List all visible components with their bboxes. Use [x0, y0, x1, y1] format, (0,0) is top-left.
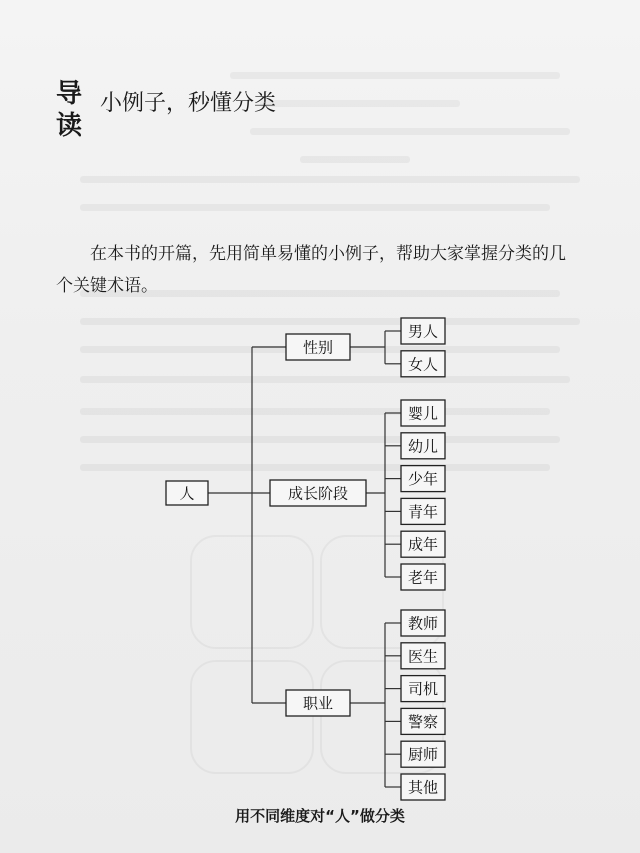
- leaf-node: [401, 318, 445, 344]
- leaf-node-label: 医生: [407, 647, 439, 666]
- leaf-node-label: 教师: [407, 614, 439, 633]
- leaf-node: [401, 433, 445, 459]
- root-node-label: 人: [179, 484, 195, 503]
- section-title: 小例子，秒懂分类: [100, 91, 277, 116]
- section-tag-char: 导: [56, 79, 83, 109]
- leaf-node-label: 幼儿: [407, 437, 439, 456]
- root-node: [166, 481, 208, 505]
- leaf-node-label: 老年: [407, 568, 439, 587]
- leaf-node: [401, 466, 445, 492]
- leaf-node: [401, 400, 445, 426]
- leaf-node-label: 婴儿: [407, 404, 439, 423]
- leaf-node: [401, 564, 445, 590]
- leaf-node: [401, 676, 445, 702]
- leaf-node-label: 其他: [407, 778, 439, 797]
- intro-paragraph: 在本书的开篇，先用简单易懂的小例子，帮助大家掌握分类的几个关键术语。: [56, 244, 566, 296]
- group-node: [286, 690, 350, 716]
- leaf-node-label: 警察: [407, 712, 439, 731]
- leaf-node: [401, 741, 445, 767]
- tree-connectors: [208, 331, 401, 787]
- leaf-node-label: 少年: [407, 470, 439, 489]
- leaf-node: [401, 351, 445, 377]
- leaf-node-label: 厨师: [407, 745, 439, 764]
- section-tag-char: 读: [56, 111, 83, 141]
- tree-nodes: [166, 318, 445, 800]
- group-node: [286, 334, 350, 360]
- leaf-node: [401, 498, 445, 524]
- leaf-node-label: 青年: [407, 502, 439, 521]
- group-node-label: 成长阶段: [287, 484, 349, 503]
- group-node-label: 职业: [302, 694, 334, 713]
- group-node: [270, 480, 366, 506]
- leaf-node: [401, 774, 445, 800]
- leaf-node: [401, 708, 445, 734]
- leaf-node-label: 司机: [407, 680, 439, 699]
- leaf-node-label: 成年: [407, 535, 439, 554]
- leaf-node-label: 男人: [407, 322, 439, 341]
- figure-caption: 用不同维度对“人”做分类: [235, 807, 405, 825]
- leaf-node: [401, 610, 445, 636]
- leaf-node: [401, 531, 445, 557]
- group-node-label: 性别: [302, 338, 334, 357]
- leaf-node-label: 女人: [407, 355, 439, 374]
- leaf-node: [401, 643, 445, 669]
